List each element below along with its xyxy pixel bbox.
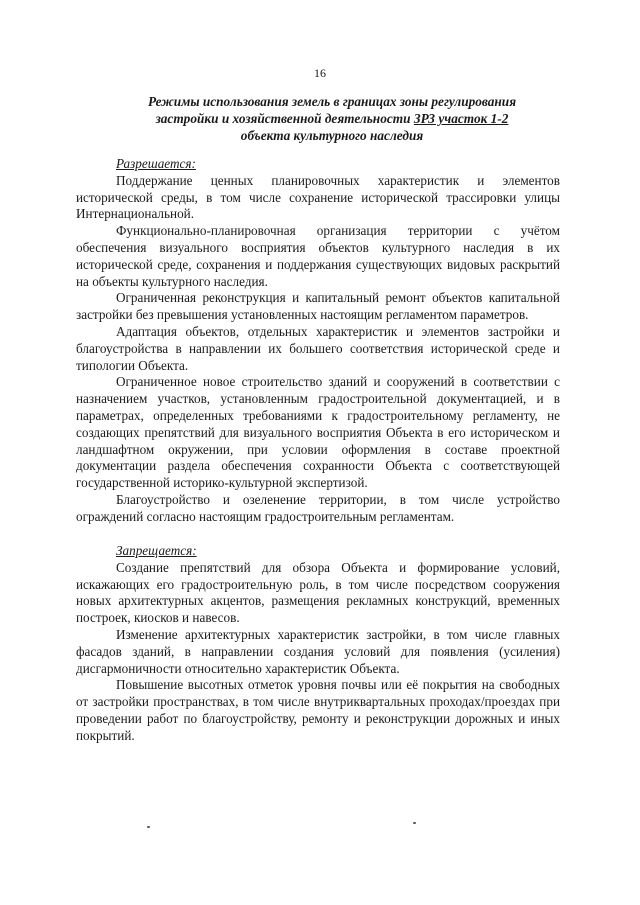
- title-line-1: Режимы использования земель в границах зоны регулирования: [147, 94, 517, 109]
- forbidden-section: [76, 543, 560, 745]
- allowed-paragraph: Благоустройство и озеленение территории, в том числе устройство ограждений согласно настоящим градостроительным регламентам.: [76, 491, 560, 524]
- forbidden-paragraph: Создание препятствий для обзора Объекта и формирование условий, искажающих его градостроительную роль, в том числе посредством сооружения новых архитектурных акцентов, размещения рекламных конструкций, временных построек, киосков и навесов.: [76, 559, 560, 626]
- page-number: 16: [314, 66, 326, 80]
- scan-speck: [147, 826, 150, 828]
- title-line-3: объекта культурного наследия: [240, 128, 424, 143]
- title-line-2-text: застройки и хозяйственной деятельности: [155, 111, 414, 126]
- allowed-paragraph: Адаптация объектов, отдельных характеристик и элементов застройки и благоустройства в направлении их большего соответствия исторической среде и типологии Объекта.: [76, 323, 560, 373]
- forbidden-paragraph: Изменение архитектурных характеристик застройки, в том числе главных фасадов зданий, в направлении создания условий для появления (усиления) дисгармоничности относительно характеристик Объекта.: [76, 626, 560, 676]
- title-line-2: [96, 110, 568, 127]
- allowed-paragraph: Ограниченная реконструкция и капитальный ремонт объектов капитальной застройки без превышения установленных настоящим регламентом параметров.: [76, 290, 560, 323]
- allowed-paragraph: Поддержание ценных планировочных характеристик и элементов исторической среды, в том числе сохранение исторической трассировки улицы Интернациональной.: [76, 172, 560, 222]
- allowed-section: [76, 156, 560, 526]
- allowed-heading: Разрешается:: [116, 156, 196, 171]
- forbidden-paragraph: Повышение высотных отметок уровня почвы или её покрытия на свободных от застройки пространствах, в том числе внутриквартальных проходах/проездах при проведении работ по благоустройству, ремонту и реконструкции дорожных и иных покрытий.: [76, 677, 560, 743]
- scan-speck: [413, 822, 416, 824]
- allowed-paragraph: Ограниченное новое строительство зданий и сооружений в соответствии с назначением участков, установленным градостроительной документацией, и в параметрах, определенных требованиями к градостроительному регламенту, не создающих препятствий для визуального восприятия Объекта в его историческом и ландшафтном окружении, при условии оформления в составе проектной документации раздела обеспечения сохранности Объекта с соответствующей государственной историко-культурной экспертизой.: [76, 374, 560, 491]
- forbidden-heading: Запрещается:: [116, 543, 197, 558]
- document-title: [96, 93, 568, 144]
- allowed-paragraph: Функционально-планировочная организация территории с учётом обеспечения визуального восприятия объектов культурного наследия в их исторической среде, сохранения и поддержания существующих видовых раскрытий на объекты культурного наследия.: [76, 223, 560, 289]
- zone-reference: ЗРЗ участок 1-2: [413, 111, 509, 126]
